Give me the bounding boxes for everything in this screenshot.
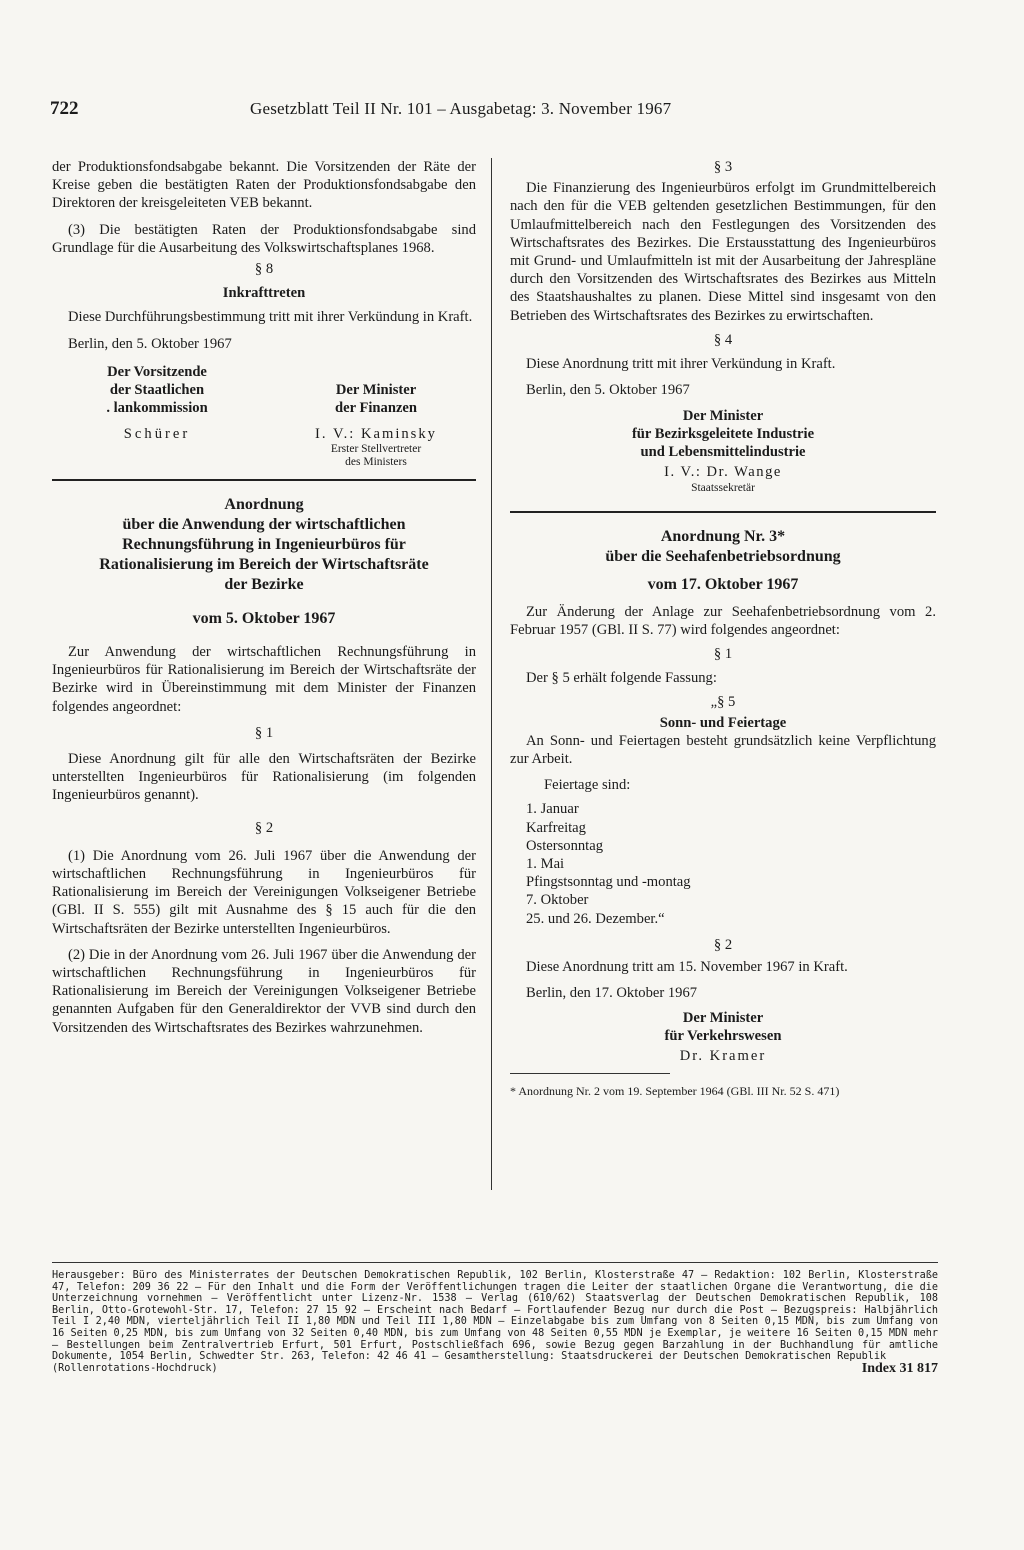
signature-subtitle: Staatssekretär [691,481,755,494]
page-number: 722 [50,98,79,119]
signature-name: Schürer [123,425,191,442]
heading-line: der Bezirke [224,576,304,594]
footnote: * Anordnung Nr. 2 vom 19. September 1964 (GBl. III Nr. 52 S. 471) [510,1083,840,1098]
paragraph: Die Finanzierung des Ingenieurbüros erfolgt im Grundmittelbereich nach den für die VEB geltenden gesetzlichen Bestimmungen, für den Umlaufmittelbereich nach den Festlegungen des Vorsitzenden des Wirtschaftsrates des Bezirkes. Die Erstausstattung des Ingenieurbüros mit Grund- und Umlaufmitteln ist mit der Ausarbeitung der Jahrespläne durch den Vorsitzenden des Wirtschaftsrates des Bezirkes aus Mitteln des Staatshaushaltes zu planen. Diese Mittel sind insgesamt von den Betrieben des Wirtschaftsrates des Bezirkes zu erwirtschaften. [510,180,936,324]
list-item: 25. und 26. Dezember.“ [526,910,665,927]
page-header [50,98,950,124]
signature-subtitle: des Ministers [345,456,407,469]
place-date: Berlin, den 5. Oktober 1967 [526,382,690,399]
ordinance-date: vom 17. Oktober 1967 [647,575,799,593]
paragraph: (1) Die Anordnung vom 26. Juli 1967 über die Anwendung der wirtschaftlichen Rechnungsführung in Ingenieurbüros für Rationalisierung im Bereich der Vereinigungen Volkseigener Betriebe (GBl. II S. 555) gilt mit Ausnahme des § 15 auch für die den Wirtschaftsräten der Bezirke unterstellten Ingenieurbüros. [52,847,476,937]
heading-line: Rechnungsführung in Ingenieurbüros für [122,536,406,554]
list-item: Pfingstsonntag und -montag [526,874,691,891]
signature-title: und Lebensmittelindustrie [640,444,806,461]
section-number: § 2 [254,819,274,836]
footnote-rule [510,1073,670,1074]
signature-title: Der Minister [335,381,417,398]
imprint-text: Herausgeber: Büro des Ministerrates der Deutschen Demokratischen Republik, 102 Berlin, Klosterstraße 47 – Redaktion: 102 Berlin, Klosterstraße 47, Telefon: 209 36 22 – Für den Inhalt und die Form der Veröffentlichungen tragen die Leiter der staatlichen Organe die Verantwortung, die die Unterzeichnung vornehmen – Veröffentlicht unter Lizenz-Nr. 1538 – Verlag (610/62) Staatsverlag der Deutschen Demokratischen Republik, 108 Berlin, Otto-Grotewohl-Str. 17, Telefon: 27 15 92 – Erscheint nach Bedarf – Fortlaufender Bezug nur durch die Post – Bezugspreis: Halbjährlich Teil I 2,40 MDN, vierteljährlich Teil II 1,80 MDN und Teil III 1,80 MDN – Einzelabgabe bis zum Umfang von 8 Seiten 0,15 MDN, bis zum Umfang von 16 Seiten 0,25 MDN, bis zum Umfang von 32 Seiten 0,40 MDN, bis zum Umfang von 48 Seiten 0,55 MDN je Exemplar, je weitere 16 Seiten 0,15 MDN mehr – Bestellungen beim Zentralvertrieb Erfurt, 501 Erfurt, Postschließfach 696, sowie Bezug gegen Barzahlung in der Buchhandlung für amtliche Dokumente, 1054 Berlin, Schwedter Str. 263, Telefon: 42 46 41 – Gesamtherstellung: Staatsdruckerei der Deutschen Demokratischen Republik [52,1270,938,1363]
place-date: Berlin, den 17. Oktober 1967 [526,985,698,1002]
list-item: Karfreitag [526,819,586,836]
signature-subtitle: Erster Stellvertreter [330,443,422,456]
heading-line: über die Anwendung der wirtschaftlichen [122,516,406,534]
signature-title: der Staatlichen [109,381,205,398]
paragraph: (3) Die bestätigten Raten der Produktionsfondsabgabe sind Grundlage für die Ausarbeitung des Volkswirtschaftsplanes 1968. [52,221,476,256]
signature-name: I. V.: Kaminsky [315,425,437,442]
paragraph: Feiertage sind: [544,777,631,794]
ordinance-heading [52,495,476,595]
list-item: 1. Januar [526,801,579,818]
signature-block [510,407,936,461]
signature-block [510,1009,936,1045]
place-date: Berlin, den 5. Oktober 1967 [68,335,232,352]
signature-title: Der Vorsitzende [107,363,207,380]
paragraph: Diese Anordnung tritt mit ihrer Verkündung in Kraft. [526,356,836,373]
heading-line: Anordnung Nr. 3* [660,527,786,545]
section-title: Inkrafttreten [222,285,306,302]
signature-title: Der Minister [682,1009,764,1026]
ordinance-heading [510,527,936,567]
signature-title: . lankommission [106,399,208,416]
imprint-rule [52,1262,938,1263]
signature-name: I. V.: Dr. Wange [664,464,782,481]
section-number: § 3 [713,159,733,175]
signature-row [52,363,476,469]
heading-line: Anordnung [224,496,304,514]
holiday-list [510,800,936,927]
signature-block [52,363,262,469]
running-head: Gesetzblatt Teil II Nr. 101 – Ausgabetag: 3. November 1967 [250,99,672,118]
imprint [52,1270,938,1374]
section-number: § 2 [713,936,733,953]
ordinance-date: vom 5. Oktober 1967 [192,610,336,628]
signature-title: der Finanzen [334,399,418,416]
section-rule [510,511,936,513]
section-number: § 1 [254,724,274,741]
imprint-print-method: (Rollenrotations-Hochdruck) [52,1362,218,1374]
paragraph: (2) Die in der Anordnung vom 26. Juli 1967 über die Anwendung der wirtschaftlichen Rechnungsführung in Ingenieurbüros für Rationalisierung im Bereich der Vereinigungen Volkseigener Betriebe genannten Aufgaben für den Generaldirektor der VVB sind durch den Vorsitzenden des Wirtschaftsrates des Bezirkes wahrzunehmen. [52,946,476,1036]
section-number: § 1 [713,646,733,663]
signature-title: für Verkehrswesen [664,1027,782,1044]
signature-title: Der Minister [682,408,764,425]
paragraph: Der § 5 erhält folgende Fassung: [526,670,717,687]
heading-line: über die Seehafenbetriebsordnung [605,547,841,565]
section-number: § 4 [713,331,733,348]
index-number: Index 31 817 [861,1360,938,1376]
paragraph: Diese Durchführungsbestimmung tritt mit ihrer Verkündung in Kraft. [68,309,473,326]
list-item: Ostersonntag [526,837,604,854]
imprint-last-line [52,1360,938,1376]
paragraph: Zur Anwendung der wirtschaftlichen Rechnungsführung in Ingenieurbüros für Rationalisierung im Bereich der Wirtschaftsräte der Bezirke wird in Übereinstimmung mit dem Minister der Finanzen folgendes angeordnet: [52,644,476,715]
heading-line: Rationalisierung im Bereich der Wirtschaftsräte [99,556,429,574]
signature-block [276,363,476,469]
paragraph: Diese Anordnung gilt für alle den Wirtschaftsräten der Bezirke unterstellten Ingenieurbüros für Rationalisierung (im folgenden Ingenieurbüros genannt). [52,751,476,804]
signature-name: Dr. Kramer [679,1047,767,1064]
section-rule [52,479,476,481]
paragraph: der Produktionsfondsabgabe bekannt. Die Vorsitzenden der Räte der Kreise geben die bestätigten Raten der Produktionsfondsabgabe den Direktoren der kreisgeleiteten VEB bekannt. [52,159,476,212]
column-divider [491,158,492,1190]
section-number: § 8 [254,261,274,278]
paragraph: Zur Änderung der Anlage zur Seehafenbetriebsordnung vom 2. Februar 1957 (GBl. II S. 77) wird folgendes angeordnet: [510,603,936,638]
section-number: „§ 5 [710,694,736,711]
paragraph: An Sonn- und Feiertagen besteht grundsätzlich keine Verpflichtung zur Arbeit. [510,732,936,768]
left-column [52,158,476,1037]
list-item: 1. Mai [526,856,565,873]
section-title: Sonn- und Feiertage [659,714,787,731]
signature-title: für Bezirksgeleitete Industrie [631,426,815,443]
right-column [510,158,936,1098]
list-item: 7. Oktober [526,892,589,909]
paragraph: Diese Anordnung tritt am 15. November 1967 in Kraft. [526,959,848,976]
